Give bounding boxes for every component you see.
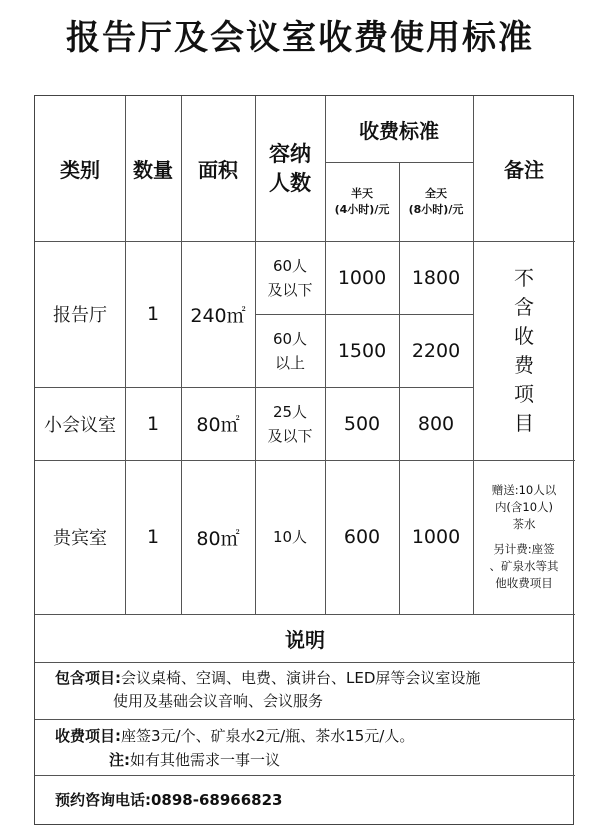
header-quantity: 数量 [133, 158, 173, 182]
charge-text: 座签3元/个、矿泉水2元/瓶、茶水15元/人。 [121, 727, 415, 745]
row-quantity: 1 [146, 526, 160, 548]
remarks-excluded [473, 241, 575, 460]
remarks-vip [473, 460, 575, 614]
full-day-price: 1000 [411, 526, 461, 548]
gift-line2: 内(含10人) [494, 500, 554, 514]
row-area: 80㎡ [196, 527, 240, 550]
header-half-day-line1: 半天 [351, 186, 373, 200]
booking-line [35, 788, 573, 812]
booking-label: 预约咨询电话: [55, 791, 151, 809]
remarks-char: 费 [514, 352, 534, 377]
row-name: 贵宾室 [53, 528, 107, 549]
explanation-title: 说明 [285, 627, 325, 652]
fee-table [34, 95, 574, 825]
grid-line [35, 775, 575, 776]
full-day-price: 800 [417, 412, 455, 435]
remarks-char: 目 [514, 410, 534, 435]
row-quantity: 1 [146, 412, 160, 435]
included-items [35, 667, 573, 713]
charge-label: 收费项目: [55, 727, 121, 745]
row-capacity [255, 241, 325, 314]
full-day-price: 1800 [411, 266, 461, 289]
header-full-day-line2: (8小时)/元 [408, 202, 464, 216]
row-capacity [255, 387, 325, 460]
header-half-day [325, 162, 399, 241]
full-day-price: 2200 [411, 339, 461, 362]
included-text-1: 会议桌椅、空调、电费、演讲台、LED屏等会议室设施 [121, 669, 481, 687]
note-line [55, 748, 573, 772]
extra-line3: 他收费项目 [495, 576, 553, 590]
row-quantity: 1 [146, 303, 160, 325]
header-capacity-line2: 人数 [269, 170, 311, 195]
extra-line1: 另计费:座签 [493, 542, 555, 556]
note-text: 如有其他需求一事一议 [130, 751, 281, 769]
gift-line3: 茶水 [512, 517, 536, 531]
row-capacity [255, 460, 325, 614]
row-capacity [255, 314, 325, 387]
header-capacity-line1: 容纳 [269, 141, 311, 166]
header-capacity [255, 96, 325, 241]
capacity-line2: 以上 [274, 353, 305, 372]
note-label: 注: [109, 751, 130, 769]
capacity-line2: 及以下 [267, 280, 313, 299]
grid-line [35, 662, 575, 663]
gift-line1: 赠送:10人以 [491, 483, 557, 497]
header-half-day-line2: (4小时)/元 [334, 202, 390, 216]
included-text-2: 使用及基础会议音响、会议服务 [113, 692, 324, 710]
half-day-price: 1000 [337, 266, 387, 289]
included-line1 [55, 667, 573, 690]
header-remarks: 备注 [504, 158, 544, 182]
remarks-char: 收 [514, 323, 534, 348]
page-title: 报告厅及会议室收费使用标准 [66, 18, 534, 58]
included-label: 包含项目: [55, 669, 121, 687]
row-area: 80㎡ [196, 414, 240, 436]
half-day-price: 1500 [337, 339, 387, 362]
remarks-char: 含 [514, 294, 534, 319]
row-area: 240㎡ [190, 304, 246, 327]
grid-line [35, 719, 575, 720]
remarks-char: 不 [514, 265, 534, 290]
capacity-line1: 25人 [272, 402, 308, 421]
header-full-day [399, 162, 473, 241]
charge-line [55, 724, 573, 748]
header-area: 面积 [198, 158, 238, 182]
extra-line2: 、矿泉水等其 [489, 559, 559, 573]
capacity-line1: 60人 [272, 329, 308, 348]
charge-items [35, 724, 573, 772]
capacity-line1: 10人 [272, 528, 308, 546]
capacity-line2: 及以下 [267, 426, 313, 445]
capacity-line1: 60人 [272, 256, 308, 275]
half-day-price: 500 [343, 412, 381, 435]
remarks-char: 项 [514, 381, 534, 406]
header-category: 类别 [60, 158, 100, 182]
header-fee-standard: 收费标准 [359, 118, 439, 143]
half-day-price: 600 [343, 526, 381, 548]
booking-phone: 0898-68966823 [151, 791, 283, 809]
row-name: 报告厅 [53, 305, 107, 326]
row-name: 小会议室 [44, 414, 116, 436]
header-full-day-line1: 全天 [425, 186, 447, 200]
